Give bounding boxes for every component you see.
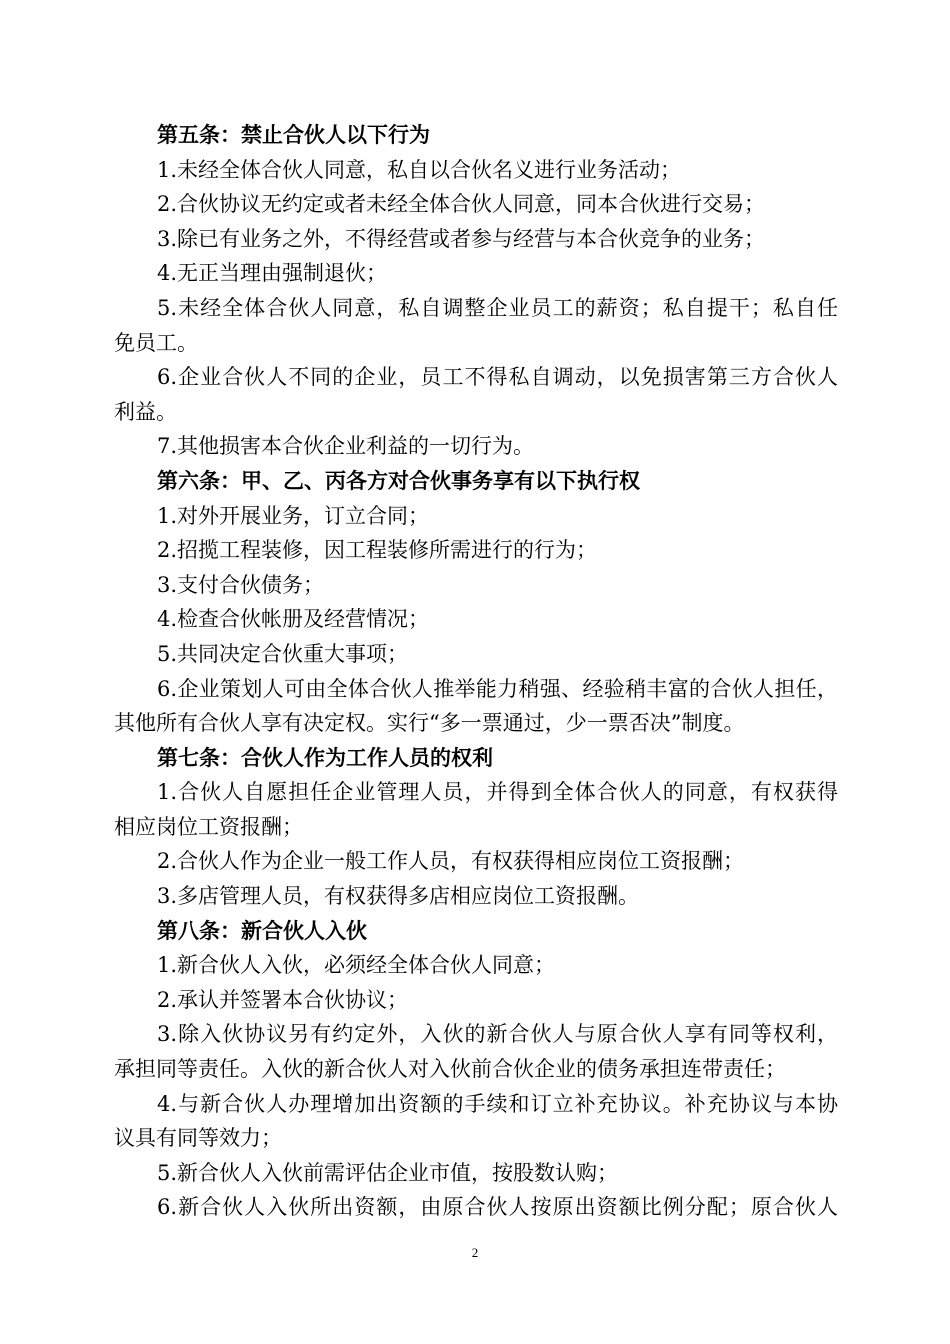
article-8-item-4-line-1: 4.与新合伙人办理增加出资额的手续和订立补充协议。补充协议与本协 xyxy=(157,1091,838,1116)
article-8-item-1: 1.新合伙人入伙，必须经全体合伙人同意； xyxy=(157,953,556,978)
article-8-item-4-line-2: 议具有同等效力； xyxy=(114,1126,282,1151)
article-6-item-1: 1.对外开展业务，订立合同； xyxy=(157,503,430,528)
article-5-item-2: 2.合伙协议无约定或者未经全体合伙人同意，同本合伙进行交易； xyxy=(157,192,766,217)
article-5-item-5-line-2: 免员工。 xyxy=(114,330,198,355)
article-8-item-5: 5.新合伙人入伙前需评估企业市值，按股数认购； xyxy=(157,1160,619,1185)
article-5-item-1: 1.未经全体合伙人同意，私自以合伙名义进行业务活动； xyxy=(157,157,682,182)
article-5-item-3: 3.除已有业务之外，不得经营或者参与经营与本合伙竞争的业务； xyxy=(157,226,766,251)
article-6-item-5: 5.共同决定合伙重大事项； xyxy=(157,641,409,666)
article-8-item-3-line-2: 承担同等责任。入伙的新合伙人对入伙前合伙企业的债务承担连带责任； xyxy=(114,1057,786,1082)
article-6-item-3: 3.支付合伙债务； xyxy=(157,572,325,597)
article-6-item-6-line-1: 6.企业策划人可由全体合伙人推举能力稍强、经验稍丰富的合伙人担任， xyxy=(157,676,838,701)
article-5-item-6-line-2: 利益。 xyxy=(114,399,177,424)
article-6-item-2: 2.招揽工程装修，因工程装修所需进行的行为； xyxy=(157,538,598,563)
document-body xyxy=(114,118,838,1225)
article-5-item-7: 7.其他损害本合伙企业利益的一切行为。 xyxy=(157,434,535,459)
article-5-item-5-line-1: 5.未经全体合伙人同意，私自调整企业员工的薪资；私自提干；私自任 xyxy=(157,295,838,320)
page-number: 2 xyxy=(471,1245,479,1260)
article-8-item-3-line-1: 3.除入伙协议另有约定外，入伙的新合伙人与原合伙人享有同等权利， xyxy=(157,1022,838,1047)
article-6-heading: 第六条：甲、乙、丙各方对合伙事务享有以下执行权 xyxy=(157,468,640,493)
article-6-item-6-line-2: 其他所有合伙人享有决定权。实行“多一票通过，少一票否决”制度。 xyxy=(114,711,745,736)
article-7-heading: 第七条：合伙人作为工作人员的权利 xyxy=(157,745,493,770)
article-5-item-4: 4.无正当理由强制退伙； xyxy=(157,261,388,286)
article-8-item-6-line-1: 6.新合伙人入伙所出资额，由原合伙人按原出资额比例分配；原合伙人 xyxy=(157,1195,838,1220)
article-5-heading: 第五条：禁止合伙人以下行为 xyxy=(157,123,430,147)
article-7-item-2: 2.合伙人作为企业一般工作人员，有权获得相应岗位工资报酬； xyxy=(157,849,745,874)
article-7-item-1-line-1: 1.合伙人自愿担任企业管理人员，并得到全体合伙人的同意，有权获得 xyxy=(157,780,838,805)
article-7-item-1-line-2: 相应岗位工资报酬； xyxy=(114,814,303,839)
article-6-item-4: 4.检查合伙帐册及经营情况； xyxy=(157,607,430,632)
article-5-item-6-line-1: 6.企业合伙人不同的企业，员工不得私自调动，以免损害第三方合伙人 xyxy=(157,365,838,390)
article-8-heading: 第八条：新合伙人入伙 xyxy=(157,918,367,943)
article-8-item-2: 2.承认并签署本合伙协议； xyxy=(157,987,409,1012)
article-7-item-3: 3.多店管理人员，有权获得多店相应岗位工资报酬。 xyxy=(157,884,640,909)
